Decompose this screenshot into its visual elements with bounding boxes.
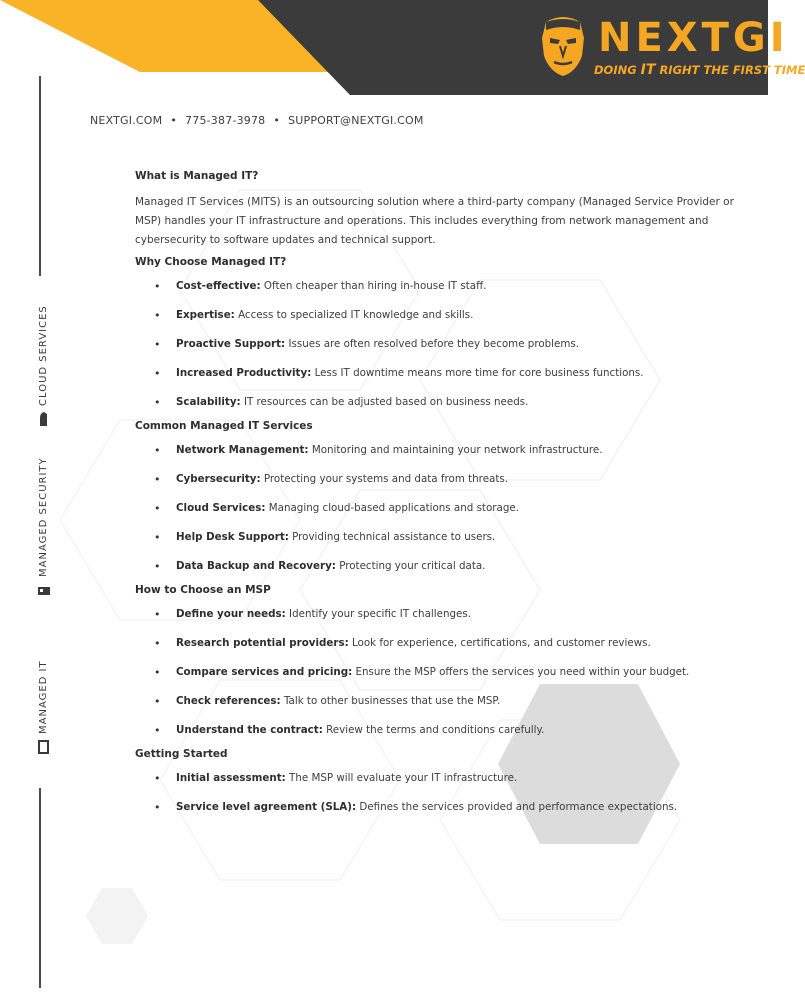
list-item-text: IT resources can be adjusted based on business needs. bbox=[240, 396, 529, 408]
list-item bbox=[135, 600, 735, 629]
content-sections bbox=[135, 256, 735, 822]
list-item bbox=[135, 272, 735, 301]
list-item-text: Talk to other businesses that use the MSP. bbox=[280, 695, 501, 707]
bullet-list bbox=[135, 436, 735, 581]
list-item-term: Data Backup and Recovery: bbox=[176, 560, 336, 572]
list-item-text: Monitoring and maintaining your network infrastructure. bbox=[308, 444, 603, 456]
list-item-term: Check references: bbox=[176, 695, 281, 707]
logo-tagline: DOING IT RIGHT THE FIRST TIME bbox=[594, 62, 805, 78]
list-item bbox=[135, 388, 735, 417]
section-heading: Why Choose Managed IT? bbox=[135, 256, 287, 268]
list-item bbox=[135, 764, 735, 793]
list-item bbox=[135, 436, 735, 465]
list-item-text: Providing technical assistance to users. bbox=[288, 531, 496, 543]
list-item bbox=[135, 793, 735, 822]
list-item-term: Research potential providers: bbox=[176, 637, 349, 649]
section-heading: Common Managed IT Services bbox=[135, 420, 313, 432]
sidebar-top-line bbox=[39, 76, 41, 276]
list-item-text: Less IT downtime means more time for core business functions. bbox=[311, 367, 644, 379]
bullet-list bbox=[135, 272, 735, 417]
list-item-text: Look for experience, certifications, and customer reviews. bbox=[348, 637, 651, 649]
list-item bbox=[135, 359, 735, 388]
list-item-term: Cloud Services: bbox=[176, 502, 266, 514]
contact-bar bbox=[90, 114, 424, 127]
nextgi-logo[interactable] bbox=[536, 14, 805, 84]
logo-wordmark: NEXTGI bbox=[598, 15, 789, 61]
section-heading: How to Choose an MSP bbox=[135, 584, 271, 596]
list-item-text: Ensure the MSP offers the services you need within your budget. bbox=[352, 666, 690, 678]
device-icon bbox=[38, 740, 50, 754]
phone-link[interactable]: 775-387-3978 bbox=[185, 114, 266, 127]
list-item bbox=[135, 465, 735, 494]
list-item bbox=[135, 687, 735, 716]
list-item-text: Review the terms and conditions carefully. bbox=[322, 724, 545, 736]
sidebar-bottom-line bbox=[39, 788, 41, 988]
separator-dot: • bbox=[170, 114, 178, 127]
list-item-term: Scalability: bbox=[176, 396, 241, 408]
list-item-term: Understand the contract: bbox=[176, 724, 323, 736]
sidebar-item-managed-security: MANAGED SECURITY bbox=[38, 457, 49, 577]
face-logo-icon bbox=[536, 16, 590, 78]
list-item-text: Often cheaper than hiring in-house IT staff. bbox=[260, 280, 487, 292]
list-item bbox=[135, 330, 735, 359]
list-item-term: Initial assessment: bbox=[176, 772, 286, 784]
list-item bbox=[135, 629, 735, 658]
list-item-term: Network Management: bbox=[176, 444, 309, 456]
list-item bbox=[135, 552, 735, 581]
website-link[interactable]: NEXTGI.COM bbox=[90, 114, 163, 127]
light-hexagon bbox=[86, 888, 148, 944]
cloud-icon bbox=[38, 412, 48, 426]
list-item-term: Service level agreement (SLA): bbox=[176, 801, 357, 813]
list-item-term: Expertise: bbox=[176, 309, 235, 321]
list-item-text: Protecting your critical data. bbox=[335, 560, 486, 572]
email-link[interactable]: SUPPORT@NEXTGI.COM bbox=[288, 114, 424, 127]
list-item bbox=[135, 494, 735, 523]
separator-dot: • bbox=[273, 114, 281, 127]
list-item bbox=[135, 716, 735, 745]
section-heading: Getting Started bbox=[135, 748, 228, 760]
bullet-list bbox=[135, 764, 735, 822]
list-item-term: Compare services and pricing: bbox=[176, 666, 353, 678]
list-item-term: Cybersecurity: bbox=[176, 473, 261, 485]
list-item-term: Help Desk Support: bbox=[176, 531, 289, 543]
list-item-text: Identify your specific IT challenges. bbox=[285, 608, 471, 620]
list-item-text: Issues are often resolved before they become problems. bbox=[285, 338, 580, 350]
list-item bbox=[135, 658, 735, 687]
main-content bbox=[135, 170, 735, 822]
list-item bbox=[135, 301, 735, 330]
sidebar-item-managed-it: MANAGED IT bbox=[38, 660, 49, 734]
list-item-text: Protecting your systems and data from threats. bbox=[260, 473, 509, 485]
list-item-text: Access to specialized IT knowledge and skills. bbox=[234, 309, 474, 321]
list-item-term: Increased Productivity: bbox=[176, 367, 312, 379]
list-item-text: Defines the services provided and performance expectations. bbox=[356, 801, 678, 813]
list-item-text: The MSP will evaluate your IT infrastructure. bbox=[285, 772, 518, 784]
bullet-list bbox=[135, 600, 735, 745]
intro-heading: What is Managed IT? bbox=[135, 170, 259, 182]
lock-icon bbox=[37, 584, 51, 596]
intro-paragraph: Managed IT Services (MITS) is an outsourcing solution where a third-party company (Managed Service Provider or MSP) handles your IT infrastructure and operations. This includes everything from network management and cybersecurity to software updates and technical support. bbox=[135, 196, 734, 246]
sidebar-item-cloud-services: CLOUD SERVICES bbox=[38, 305, 49, 406]
list-item-term: Cost-effective: bbox=[176, 280, 261, 292]
list-item-term: Proactive Support: bbox=[176, 338, 286, 350]
list-item bbox=[135, 523, 735, 552]
list-item-term: Define your needs: bbox=[176, 608, 286, 620]
list-item-text: Managing cloud-based applications and storage. bbox=[265, 502, 519, 514]
